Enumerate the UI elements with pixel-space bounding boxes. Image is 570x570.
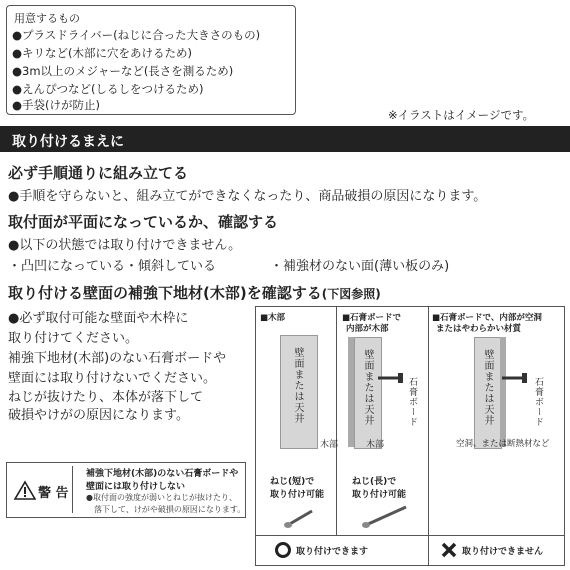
col3-wall-label: 壁面または天井 — [482, 349, 493, 426]
ng-label: 取り付けできません — [462, 547, 544, 557]
sec3-line: 破損やけがの原因になります。 — [8, 408, 189, 423]
warning-label: 警 告 — [38, 486, 69, 501]
sec1-heading: 必ず手順通りに組み立てる — [8, 164, 189, 182]
short-screw-icon — [282, 505, 322, 531]
mounting-diagram — [255, 306, 565, 566]
sec3-line: 壁面には取り付けないでください。 — [8, 371, 217, 386]
col2-result-line1: ねじ(長)で — [352, 477, 397, 487]
col2-head-line1: ■石膏ボードで — [342, 313, 402, 323]
warning-text-line1: ●取付面の強度が弱いとねじが抜けたり、 — [86, 493, 237, 502]
illustration-note: ※イラストはイメージです。 — [388, 108, 535, 122]
sec2-cond2: ・補強材のない面(薄い板のみ) — [270, 259, 450, 274]
col3-material: 空洞、または断熱材など — [456, 439, 550, 449]
warning-title-line2: 壁面には取り付けしない — [86, 482, 186, 492]
col3-head-line2: またはやわらかい材質 — [436, 324, 522, 334]
ok-circle-icon — [274, 541, 292, 559]
sec3-line: 補強下地材(木部)のない石膏ボードや — [8, 351, 227, 366]
col1-wall-label: 壁面または天井 — [292, 347, 303, 424]
sec3-heading — [8, 282, 381, 303]
prep-item: ●キリなど(木部に穴をあけるため) — [12, 46, 193, 60]
sec2-heading: 取付面が平面になっているか、確認する — [8, 213, 279, 231]
sec3-line: ねじが抜けたり、本体が落下して — [8, 390, 204, 405]
col3-board — [500, 337, 506, 447]
col2-screw-icon — [376, 371, 406, 385]
sec3-line: 取り付けてください。 — [8, 331, 139, 346]
sec2-body: ●以下の状態では取り付けできません。 — [8, 238, 242, 253]
col1-material: 木部 — [320, 440, 339, 450]
col2-wall-label: 壁面または天井 — [362, 349, 373, 426]
section-bar-title: 取り付けるまえに — [12, 134, 124, 150]
col2-board-label: 石膏ボード — [407, 377, 417, 427]
prep-item: ●手袋(けが防止) — [12, 98, 101, 112]
long-screw-icon — [360, 503, 412, 531]
sec2-cond1: ・凸凹になっている・傾斜している — [8, 259, 217, 274]
warning-triangle-icon — [14, 480, 36, 500]
ok-label: 取り付けできます — [296, 547, 369, 557]
prep-item: ●えんぴつなど(しるしをつけるため) — [12, 82, 204, 96]
col1-result-line1: ねじ(短)で — [270, 477, 315, 487]
col3-screw-icon — [500, 371, 530, 385]
warning-label-area — [12, 466, 73, 513]
prep-item: ●3m以上のメジャーなど(長さを測るため) — [12, 64, 234, 78]
col1-head: ■木部 — [260, 313, 286, 323]
col2-head-line2: 内部が木部 — [346, 324, 389, 334]
col2-result-line2: 取り付け可能 — [352, 490, 407, 500]
sec1-body: ●手順を守らないと、組み立てができなくなったり、商品破損の原因になります。 — [8, 189, 487, 204]
prep-item: ●プラスドライバー(ねじに合った大きさのもの) — [12, 28, 261, 42]
sec3-heading-main: 取り付ける壁面の補強下地材(木部)を確認する — [8, 284, 322, 302]
col2-material: 木部 — [366, 440, 385, 450]
col3-board-label: 石膏ボード — [533, 377, 543, 427]
prep-title: 用意するもの — [14, 12, 80, 25]
ng-cross-icon — [440, 541, 458, 559]
sec3-heading-suffix: (下図参照) — [321, 287, 381, 301]
warning-title-line1: 補強下地材(木部)のない石膏ボードや — [86, 469, 239, 479]
sec3-line: ●必ず取付可能な壁面や木枠に — [8, 311, 189, 326]
col1-result-line2: 取り付け可能 — [270, 490, 325, 500]
warning-text-line2: 落下して、けがや破損の原因になります。 — [94, 505, 246, 514]
col3-head-line1: ■石膏ボードで、内部が空洞 — [432, 313, 542, 323]
